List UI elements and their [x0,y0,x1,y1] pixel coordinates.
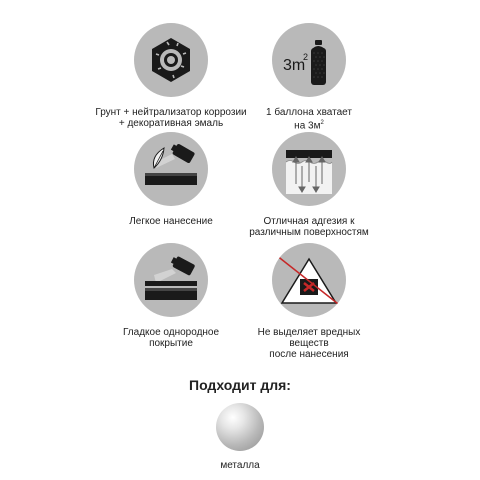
feature-non-toxic [209,243,409,360]
metal-swatch-icon [216,403,264,451]
caption-text: на 3м [294,120,321,132]
feature-caption [209,327,409,360]
caption-line: после нанесения [269,349,349,360]
feature-icon-circle [272,23,346,97]
suitable-item-metal [140,403,340,471]
suitable-for-heading: Подходит для: [189,377,291,393]
feather-spray-icon [134,132,208,206]
caption-line: Отличная адгезия к [263,216,355,227]
caption-line: Гладкое однородное [122,327,220,338]
coverage-area-label: 3m [283,57,306,74]
feature-coverage [209,23,409,131]
spray-can-icon [272,23,346,97]
caption-line: Не выделяет вредных [257,327,361,338]
hex-nut-icon [134,23,208,97]
feature-icon-circle [272,243,346,317]
feature-caption [209,107,409,131]
smooth-spray-icon [134,243,208,317]
feature-icon-circle [134,23,208,97]
caption-line: веществ [289,338,329,349]
caption-line: Грунт + нейтрализатор коррозии [95,107,247,118]
feature-icon-circle [134,132,208,206]
caption-line: различным поверхностям [249,227,369,238]
caption-line: покрытие [149,338,193,349]
caption-line: 1 баллона хватает [266,107,352,118]
caption-line: Легкое нанесение [129,216,213,227]
feature-caption [209,216,409,238]
adhesion-arrows-icon [272,132,346,206]
feature-icon-circle [134,243,208,317]
feature-adhesion [209,132,409,238]
caption-line: + декоративная эмаль [118,118,224,129]
caption-line [209,118,409,131]
feature-icon-circle [272,132,346,206]
no-toxic-warning-icon [272,243,346,317]
caption-sup: 2 [320,120,324,126]
coverage-area-exponent: 2 [303,52,309,62]
suitable-item-label: металла [220,460,260,471]
